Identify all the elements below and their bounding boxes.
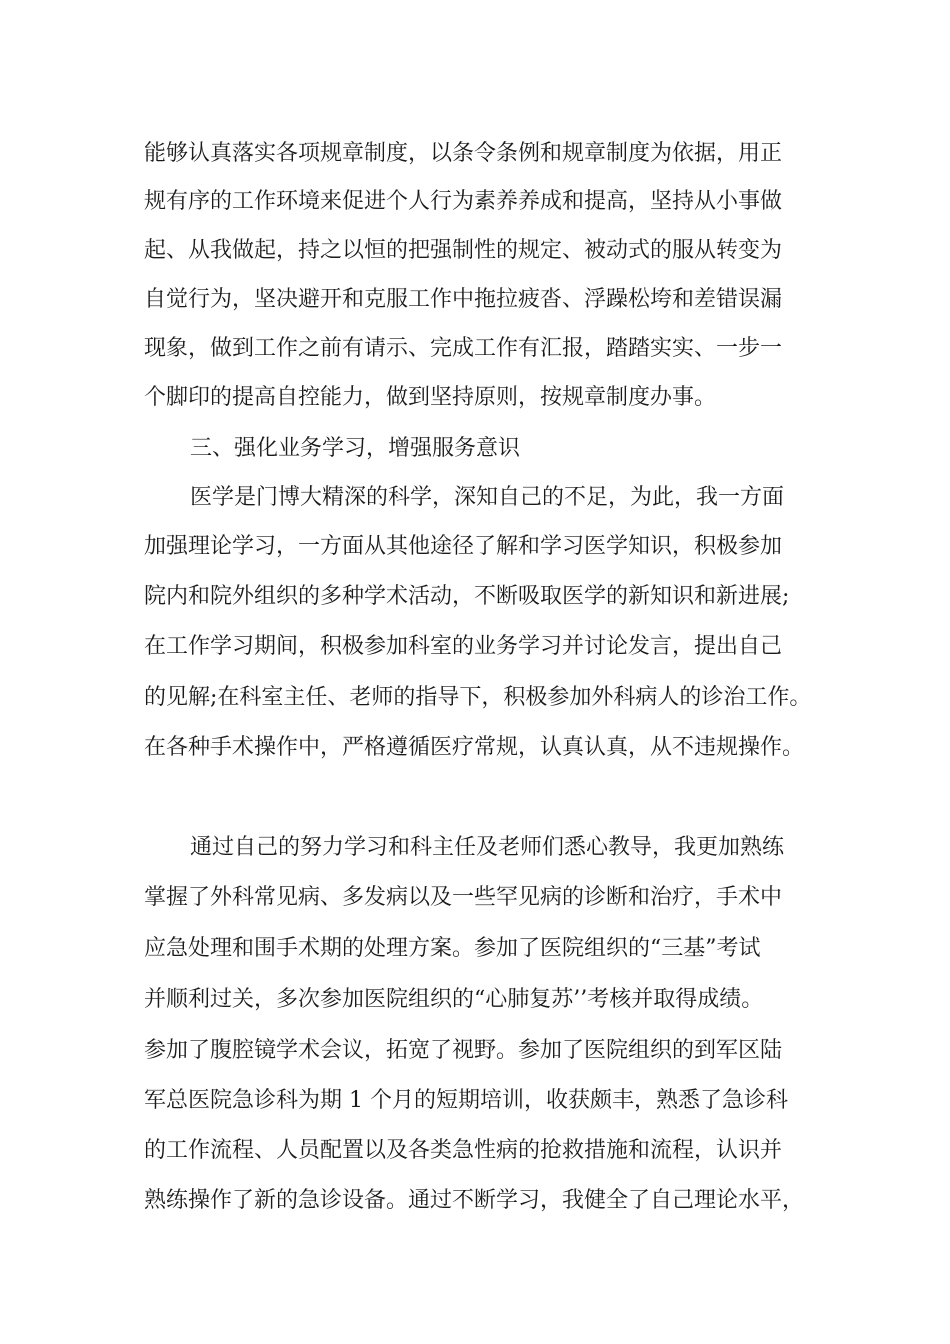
paragraph-line: 的见解;在科室主任、老师的指导下，积极参加外科病人的诊治工作。: [144, 685, 812, 710]
paragraph-line: 医学是门博大精深的科学，深知自己的不足，为此，我一方面: [190, 485, 785, 510]
paragraph-line: 掌握了外科常见病、多发病以及一些罕见病的诊断和治疗，手术中: [144, 885, 783, 910]
paragraph-line: 的工作流程、人员配置以及各类急性病的抢救措施和流程，认识并: [144, 1138, 783, 1163]
paragraph-line: 规有序的工作环境来促进个人行为素养养成和提高，坚持从小事做: [144, 189, 783, 214]
paragraph-line: 自觉行为，坚决避开和克服工作中拖拉疲沓、浮躁松垮和差错误漏: [144, 287, 783, 312]
paragraph-line: 军总医院急诊科为期 1 个月的短期培训，收获颇丰，熟悉了急诊科: [144, 1088, 788, 1113]
paragraph-line: 参加了腹腔镜学术会议，拓宽了视野。参加了医院组织的到军区陆: [144, 1038, 783, 1063]
paragraph-line: 在工作学习期间，积极参加科室的业务学习并讨论发言，提出自己: [144, 634, 783, 659]
paragraph-line: 能够认真落实各项规章制度，以条令条例和规章制度为依据，用正: [144, 141, 783, 166]
paragraph-line: 个脚印的提高自控能力，做到坚持原则，按规章制度办事。: [144, 385, 717, 410]
paragraph-line: 现象，做到工作之前有请示、完成工作有汇报，踏踏实实、一步一: [144, 336, 783, 361]
paragraph-line: 应急处理和围手术期的处理方案。参加了医院组织的“三基”考试: [144, 936, 761, 961]
paragraph-line: 熟练操作了新的急诊设备。通过不断学习，我健全了自己理论水平，: [144, 1188, 805, 1213]
paragraph-line: 并顺利过关，多次参加医院组织的“心肺复苏’’考核并取得成绩。: [144, 987, 764, 1012]
paragraph-line: 加强理论学习，一方面从其他途径了解和学习医学知识，积极参加: [144, 534, 783, 559]
paragraph-line: 通过自己的努力学习和科主任及老师们悉心教导，我更加熟练: [190, 835, 785, 860]
paragraph-line: 在各种手术操作中，严格遵循医疗常规，认真认真，从不违规操作。: [144, 735, 805, 760]
paragraph-line: 院内和院外组织的多种学术活动，不断吸取医学的新知识和新进展;: [144, 584, 790, 609]
paragraph-line: 起、从我做起，持之以恒的把强制性的规定、被动式的服从转变为: [144, 238, 783, 263]
section-heading: 三、强化业务学习，增强服务意识: [190, 436, 521, 461]
